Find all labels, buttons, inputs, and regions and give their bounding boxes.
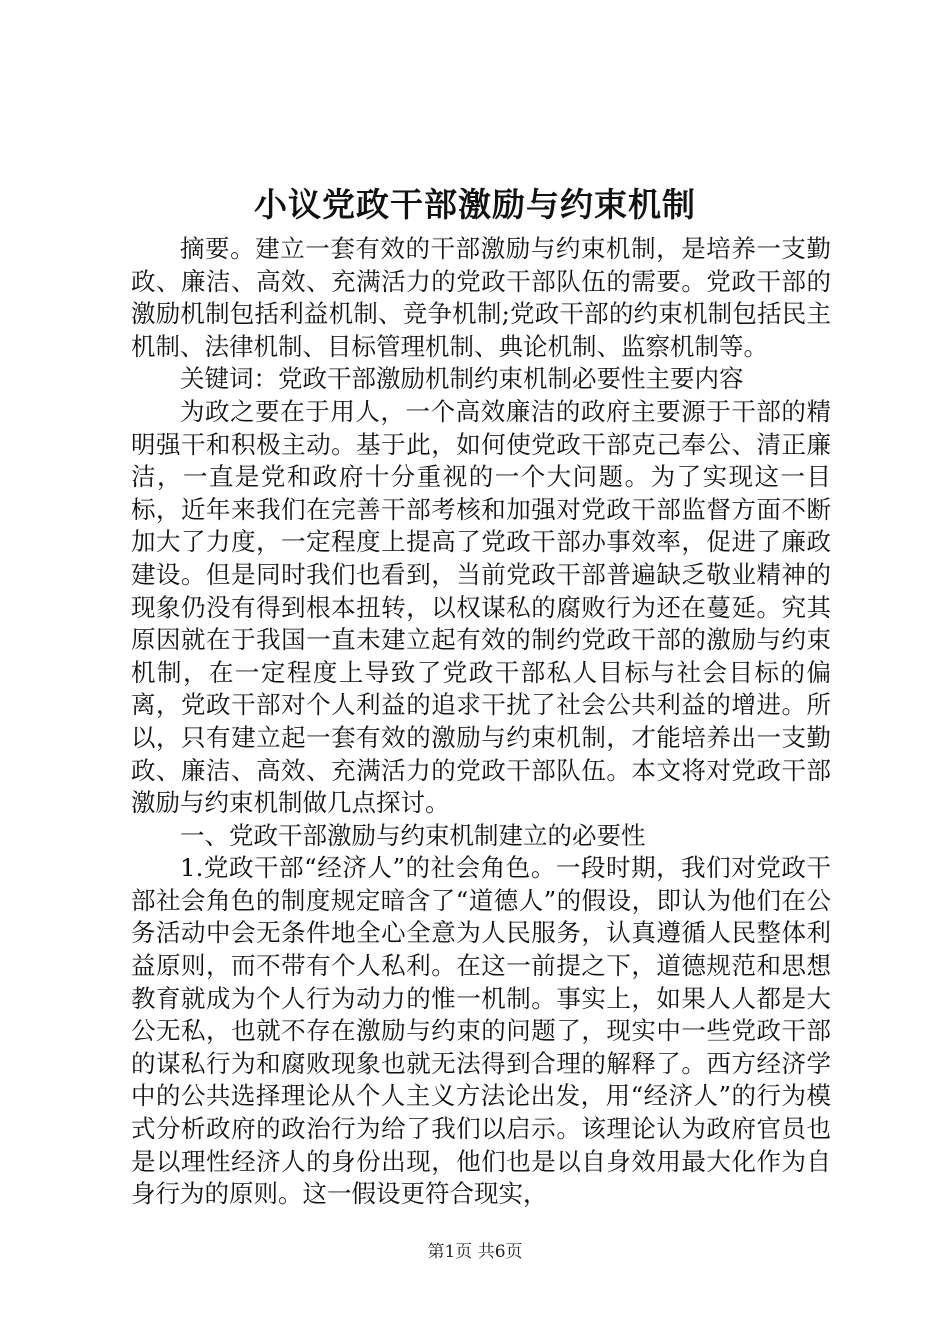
abstract-paragraph: 摘要。建立一套有效的干部激励与约束机制，是培养一支勤政、廉洁、高效、充满活力的党政干部队伍的需要。党政干部的激励机制包括利益机制、竞争机制;党政干部的约束机制包括民主机制、法律机制、目标管理机制、典论机制、监察机制等。 xyxy=(131,234,831,361)
intro-paragraph: 为政之要在于用人，一个高效廉洁的政府主要源于干部的精明强干和积极主动。基于此，如何使党政干部克己奉公、清正廉洁，一直是党和政府十分重视的一个大问题。为了实现这一目标，近年来我们在完善干部考核和加强对党政干部监督方面不断加大了力度，一定程度上提高了党政干部办事效率，促进了廉政建设。但是同时我们也看到，当前党政干部普遍缺乏敬业精神的现象仍没有得到根本扭转，以权谋私的腐败行为还在蔓延。究其原因就在于我国一直未建立起有效的制约党政干部的激励与约束机制，在一定程度上导致了党政干部私人目标与社会目标的偏离，党政干部对个人利益的追求干扰了社会公共利益的增进。所以，只有建立起一套有效的激励与约束机制，才能培养出一支勤政、廉洁、高效、充满活力的党政干部队伍。本文将对党政干部激励与约束机制做几点探讨。 xyxy=(131,396,831,818)
document-body xyxy=(131,233,831,1211)
keywords-paragraph: 关键词：党政干部激励机制约束机制必要性主要内容 xyxy=(180,364,744,394)
page-number: 第1页 共6页 xyxy=(427,1242,523,1262)
section-heading: 一、党政干部激励与约束机制建立的必要性 xyxy=(180,820,646,850)
document-title: 小议党政干部激励与约束机制 xyxy=(254,185,696,224)
body-paragraph: 1.党政干部“经济人”的社会角色。一段时期，我们对党政干部社会角色的制度规定暗含了“道德人”的假设，即认为他们在公务活动中会无条件地全心全意为人民服务，认真遵循人民整体利益原则，而不带有个人私利。在这一前提之下，道德规范和思想教育就成为个人行为动力的惟一机制。事实上，如果人人都是大公无私，也就不存在激励与约束的问题了，现实中一些党政干部的谋私行为和腐败现象也就无法得到合理的解释了。西方经济学中的公共选择理论从个人主义方法论出发，用“经济人”的行为模式分析政府的政治行为给了我们以启示。该理论认为政府官员也是以理性经济人的身份出现，他们也是以自身效用最大化作为自身行为的原则。这一假设更符合现实， xyxy=(131,853,831,1209)
